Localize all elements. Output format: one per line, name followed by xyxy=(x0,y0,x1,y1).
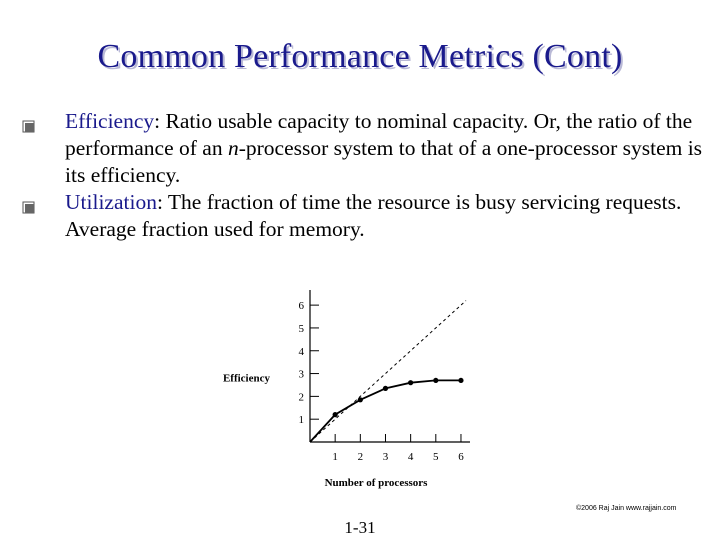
ideal-efficiency-line xyxy=(310,301,466,442)
bullet-italic: n xyxy=(227,136,239,160)
y-tick-label: 5 xyxy=(298,322,304,335)
data-point xyxy=(383,386,388,391)
data-point xyxy=(433,378,438,383)
y-tick-label: 1 xyxy=(298,414,304,427)
slide-number: 1-31 xyxy=(344,518,376,537)
bullet-text: : The fraction of time the resource is busy servicing requests. Average fraction used for memory. xyxy=(65,190,682,241)
bullet-text: : Ratio usable capacity to nominal capacity. Or, the ratio of the performance of an xyxy=(65,109,693,160)
x-tick-label: 6 xyxy=(458,451,464,463)
y-tick-label: 2 xyxy=(298,391,304,404)
bullet-efficiency xyxy=(22,108,712,189)
x-tick-label: 5 xyxy=(433,451,439,463)
x-tick-label: 3 xyxy=(382,451,389,463)
data-point xyxy=(333,412,338,417)
copyright-notice: ©2006 Raj Jain www.rajjain.com xyxy=(576,505,677,512)
data-point xyxy=(358,397,363,402)
x-tick-label: 4 xyxy=(407,451,414,463)
data-point xyxy=(458,378,463,383)
data-point xyxy=(408,380,413,385)
y-axis-label: Efficiency xyxy=(222,372,270,385)
term-efficiency: Efficiency xyxy=(65,109,155,133)
x-tick-label: 2 xyxy=(357,451,364,463)
x-tick-label: 1 xyxy=(332,451,338,463)
slide-title: Common Performance Metrics (Cont) xyxy=(97,38,623,75)
bullet-text: -processor system to that of a one-processor system is its efficiency. xyxy=(65,136,703,187)
x-axis-label: Number of processors xyxy=(324,477,428,489)
y-tick-label: 6 xyxy=(298,300,304,313)
y-tick-label: 3 xyxy=(298,368,304,381)
square-bullet-icon xyxy=(22,114,36,128)
efficiency-chart xyxy=(200,270,510,500)
term-utilization: Utilization xyxy=(65,190,157,214)
bullet-utilization xyxy=(22,189,712,243)
y-tick-label: 4 xyxy=(298,345,304,358)
square-bullet-icon xyxy=(22,195,36,209)
bullet-list xyxy=(22,108,712,243)
